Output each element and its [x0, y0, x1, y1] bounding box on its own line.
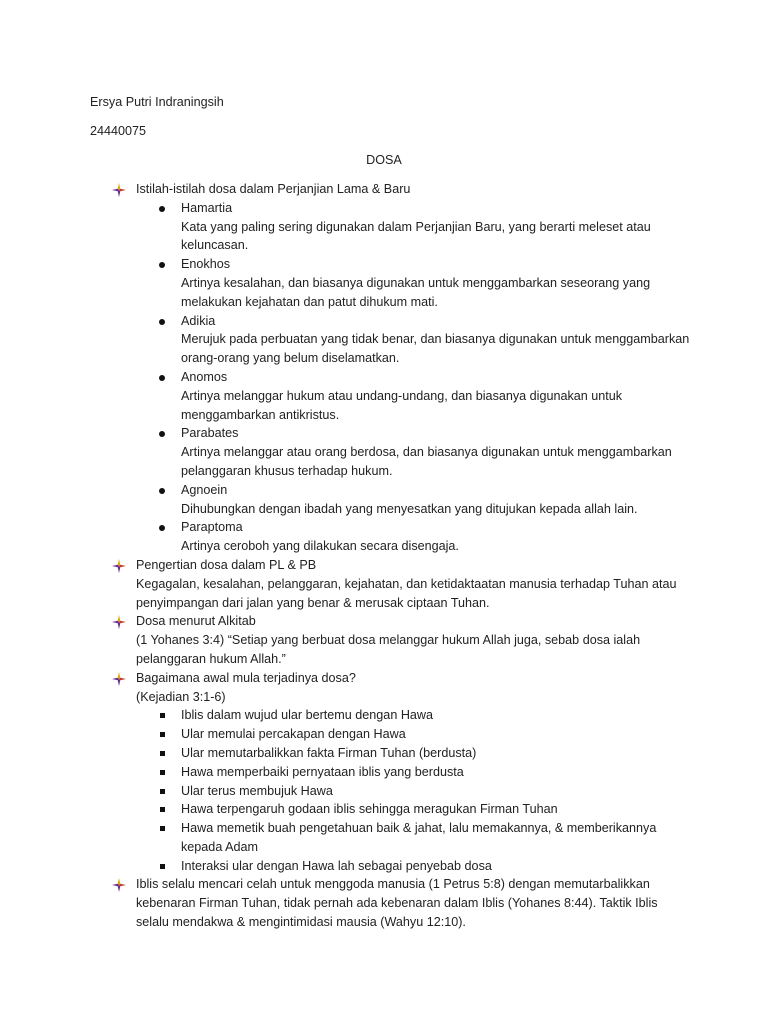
square-bullet-icon [160, 751, 165, 756]
star-bullet-segment [118, 878, 121, 885]
star-bullet-segment [112, 884, 119, 887]
list-item [90, 763, 690, 782]
term-name: Adikia [181, 313, 216, 328]
term-name: Parabates [181, 426, 239, 441]
section-body: (Kejadian 3:1-6) [136, 689, 226, 704]
four-point-star-bullet-icon [112, 183, 126, 197]
list-item [90, 857, 690, 876]
star-bullet-segment [118, 679, 121, 686]
round-dot-bullet-icon [159, 262, 165, 268]
term-item [90, 424, 690, 480]
section-heading: Pengertian dosa dalam PL & PB [136, 557, 317, 572]
star-bullet-segment [118, 190, 121, 197]
square-bullet-icon [160, 789, 165, 794]
list-item-text: Interaksi ular dengan Hawa lah sebagai penyebab dosa [181, 858, 492, 873]
term-item [90, 255, 690, 311]
round-dot-bullet-icon [159, 525, 165, 531]
list-item-text: Hawa memperbaiki pernyataan iblis yang berdusta [181, 764, 464, 779]
four-point-star-bullet-icon [112, 615, 126, 629]
star-bullet-segment [118, 559, 121, 566]
four-point-star-bullet-icon [112, 615, 126, 629]
list-item-text: Hawa terpengaruh godaan iblis sehingga meragukan Firman Tuhan [181, 802, 558, 817]
list-item [90, 744, 690, 763]
list-item [90, 706, 690, 725]
outline-list [90, 180, 690, 932]
star-bullet-segment [112, 189, 119, 192]
term-name: Agnoein [181, 482, 228, 497]
section-item [90, 612, 690, 668]
star-bullet-segment [119, 884, 126, 887]
term-description: Kata yang paling sering digunakan dalam Perjanjian Baru, yang berarti meleset atau keluncasan. [181, 219, 651, 253]
square-bullet-icon [160, 713, 165, 718]
star-bullet-segment [119, 677, 126, 680]
section-item [90, 180, 690, 556]
round-dot-bullet-icon [159, 488, 165, 494]
term-name: Enokhos [181, 257, 231, 272]
star-bullet-segment [118, 566, 121, 573]
term-description: Artinya ceroboh yang dilakukan secara disengaja. [181, 539, 459, 554]
round-dot-bullet-icon [159, 431, 165, 437]
four-point-star-bullet-icon [112, 559, 126, 573]
term-item [90, 518, 690, 556]
list-item-text: Hawa memetik buah pengetahuan baik & jahat, lalu memakannya, & memberikannya kepada Adam [181, 821, 657, 854]
square-bullet-icon [160, 732, 165, 737]
section-heading: Dosa menurut Alkitab [136, 614, 256, 629]
star-bullet-segment [119, 189, 126, 192]
four-point-star-bullet-icon [112, 559, 126, 573]
star-bullet-segment [112, 677, 119, 680]
document-title: DOSA [366, 153, 402, 167]
square-bullet-icon [160, 770, 165, 775]
section-item [90, 875, 690, 931]
term-name: Paraptoma [181, 520, 243, 535]
square-bullet-icon [160, 826, 165, 831]
star-bullet-segment [118, 183, 121, 190]
section-item [90, 669, 690, 876]
author-name: Ersya Putri Indraningsih [90, 95, 224, 109]
section-heading: Iblis selalu mencari celah untuk menggoda manusia (1 Petrus 5:8) dengan memutarbalikkan kebenaran Firman Tuhan, tidak pernah ada kebenaran dalam Iblis (Yohanes 8:44). Taktik Iblis selalu mendakwa & mengintimidasi mausia (Wahyu 12:10). [136, 877, 658, 930]
term-item [90, 481, 690, 519]
star-bullet-segment [118, 615, 121, 622]
term-name: Hamartia [181, 200, 233, 215]
student-id: 24440075 [90, 124, 147, 138]
section-item [90, 556, 690, 612]
star-bullet-segment [118, 672, 121, 679]
star-bullet-segment [119, 621, 126, 624]
list-item-text: Iblis dalam wujud ular bertemu dengan Hawa [181, 708, 434, 723]
term-description: Artinya kesalahan, dan biasanya digunakan untuk menggambarkan seseorang yang melakukan kejahatan dan patut dihukum mati. [181, 275, 651, 309]
section-body: (1 Yohanes 3:4) “Setiap yang berbuat dosa melanggar hukum Allah juga, sebab dosa ialah pelanggaran hukum Allah.” [136, 633, 641, 666]
list-item-text: Ular memulai percakapan dengan Hawa [181, 727, 406, 742]
round-dot-bullet-icon [159, 206, 165, 212]
section-heading: Bagaimana awal mula terjadinya dosa? [136, 670, 356, 685]
term-description: Dihubungkan dengan ibadah yang menyesatkan yang ditujukan kepada allah lain. [181, 501, 638, 516]
term-item [90, 199, 690, 255]
four-point-star-bullet-icon [112, 183, 126, 197]
round-dot-bullet-icon [159, 375, 165, 381]
four-point-star-bullet-icon [112, 878, 126, 892]
term-description: Artinya melanggar hukum atau undang-undang, dan biasanya digunakan untuk menggambarkan antikristus. [181, 388, 623, 422]
four-point-star-bullet-icon [112, 878, 126, 892]
list-item-text: Ular memutarbalikkan fakta Firman Tuhan (berdusta) [181, 745, 477, 760]
star-bullet-segment [119, 565, 126, 568]
square-bullet-icon [160, 807, 165, 812]
list-item [90, 725, 690, 744]
term-item [90, 312, 690, 368]
term-item [90, 368, 690, 424]
list-item [90, 800, 690, 819]
list-item [90, 782, 690, 801]
four-point-star-bullet-icon [112, 672, 126, 686]
section-heading: Istilah-istilah dosa dalam Perjanjian Lama & Baru [136, 182, 411, 196]
list-item-text: Ular terus membujuk Hawa [181, 783, 333, 798]
round-dot-bullet-icon [159, 319, 165, 325]
term-description: Merujuk pada perbuatan yang tidak benar, dan biasanya digunakan untuk menggambarkan orang-orang yang belum diselamatkan. [181, 332, 690, 366]
section-body: Kegagalan, kesalahan, pelanggaran, kejahatan, dan ketidaktaatan manusia terhadap Tuhan atau penyimpangan dari jalan yang benar & merusak ciptaan Tuhan. [136, 576, 677, 610]
term-description: Artinya melanggar atau orang berdosa, dan biasanya digunakan untuk menggambarkan pelanggaran khusus terhadap hukum. [181, 445, 672, 478]
star-bullet-segment [112, 621, 119, 624]
star-bullet-segment [118, 885, 121, 892]
four-point-star-bullet-icon [112, 672, 126, 686]
term-name: Anomos [181, 369, 228, 384]
star-bullet-segment [118, 622, 121, 629]
list-item [90, 819, 690, 857]
star-bullet-segment [112, 565, 119, 568]
square-bullet-icon [160, 864, 165, 869]
